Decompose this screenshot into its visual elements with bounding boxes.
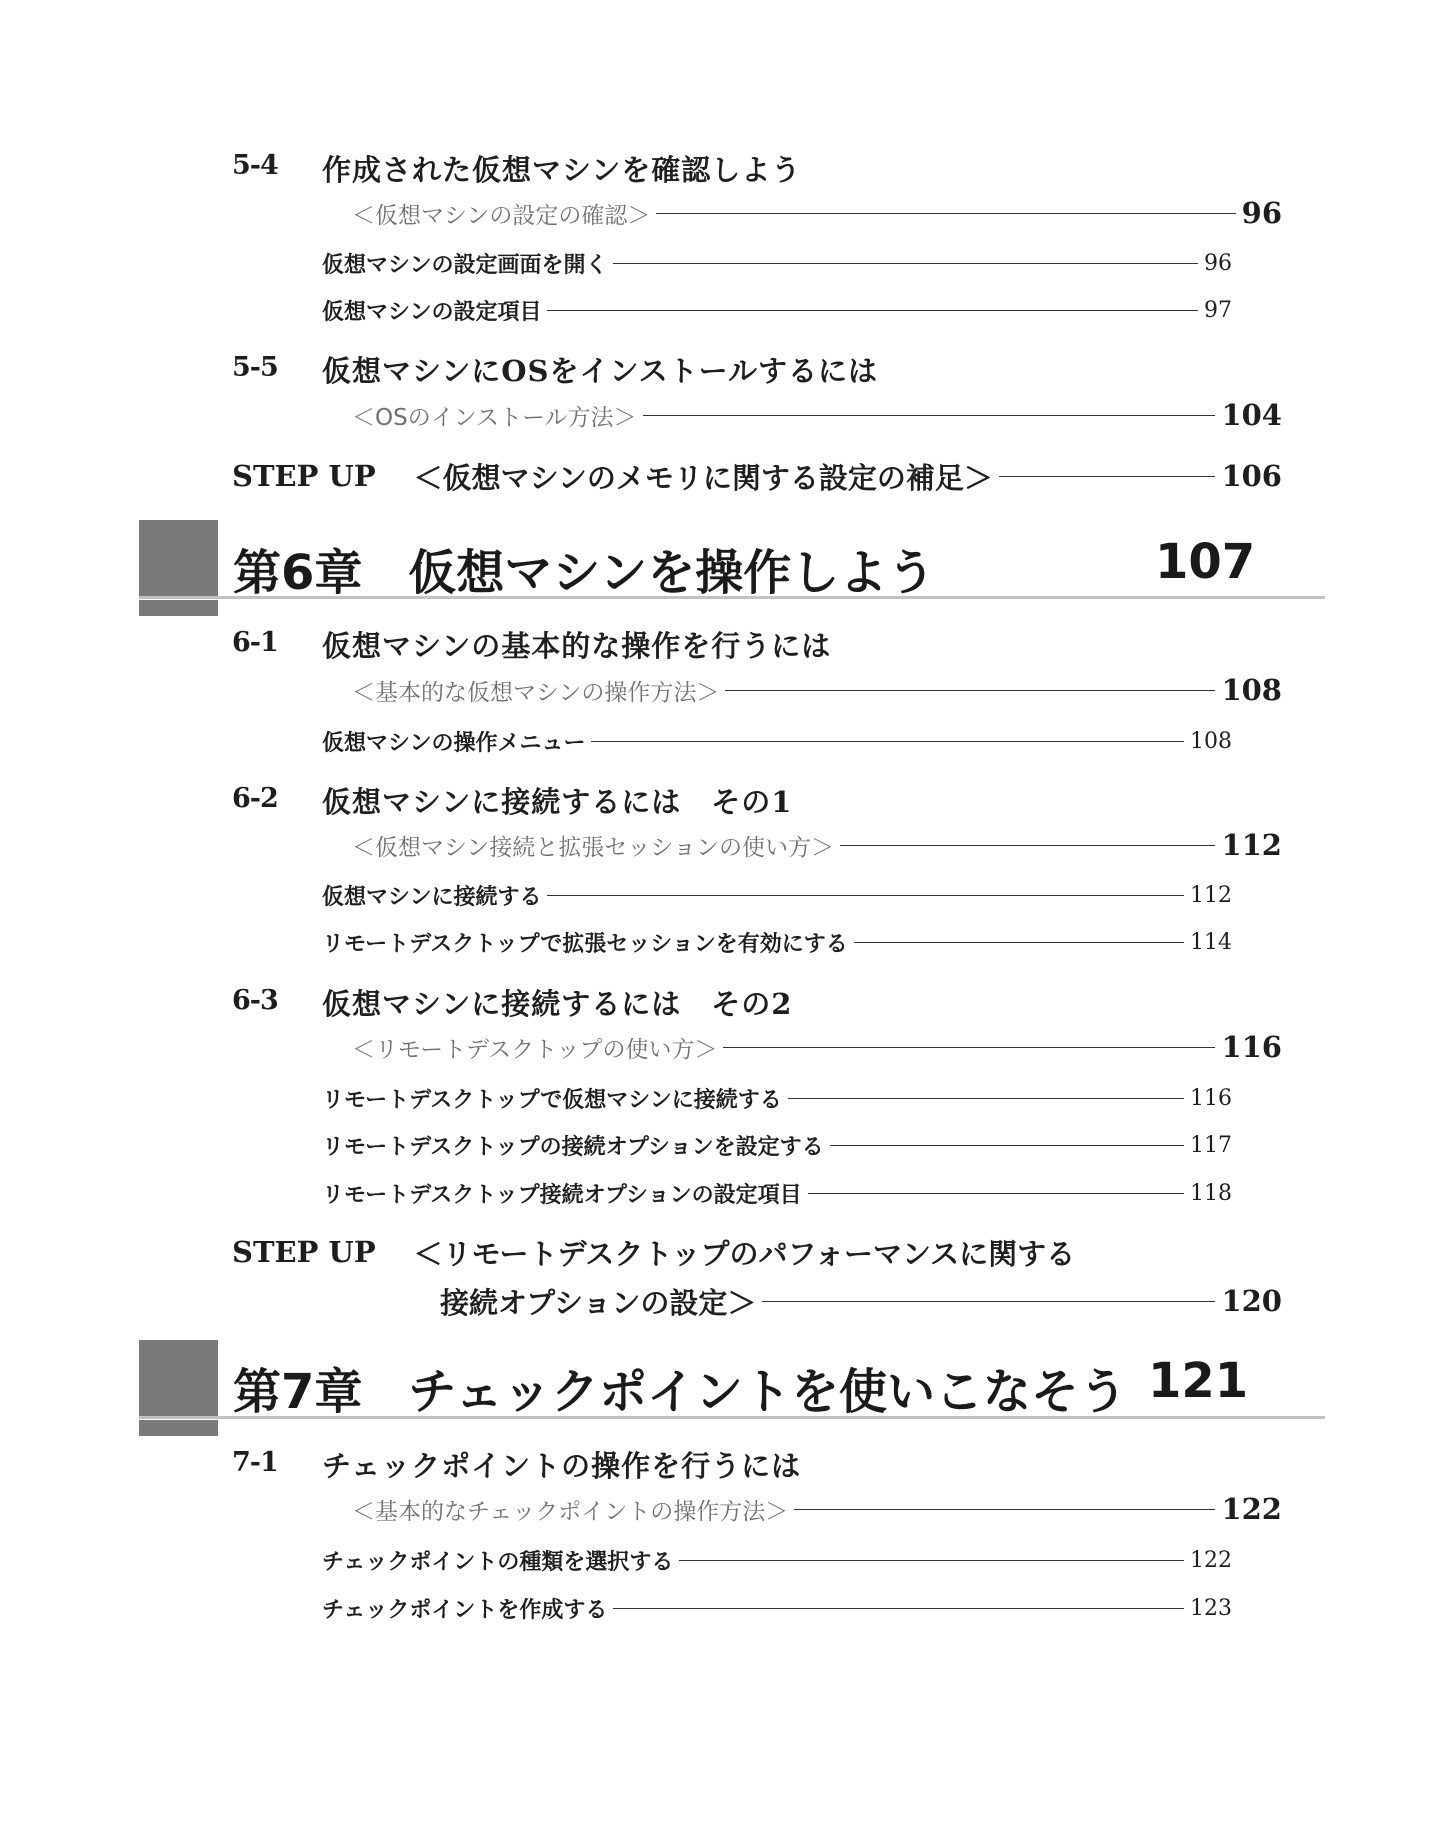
- chapter-name: チェックポイントを使いこなそう: [408, 1364, 1127, 1420]
- chapter-page: 107: [1155, 534, 1256, 590]
- page-number: 120: [1221, 1284, 1282, 1318]
- item-text: リモートデスクトップで仮想マシンに接続する: [322, 1086, 782, 1113]
- leader-line: [808, 1193, 1184, 1194]
- section-number: 7-1: [232, 1447, 278, 1478]
- leader-line: [725, 690, 1215, 691]
- page-number: 122: [1221, 1492, 1282, 1526]
- toc-subentry[interactable]: [352, 196, 1282, 230]
- subentry-text: ＜仮想マシン接続と拡張セッションの使い方＞: [352, 834, 834, 861]
- stepup-label: STEP UP: [232, 459, 376, 493]
- leader-line: [679, 1560, 1184, 1561]
- section-title[interactable]: 仮想マシンの基本的な操作を行うには: [322, 629, 832, 663]
- page-number: 114: [1190, 929, 1232, 955]
- item-text: チェックポイントの種類を選択する: [322, 1548, 674, 1575]
- page-number: 96: [1241, 196, 1282, 230]
- chapter-title[interactable]: [233, 1353, 1127, 1422]
- item-text: 仮想マシンの設定画面を開く: [322, 251, 608, 278]
- leader-line: [643, 415, 1216, 416]
- toc-subentry[interactable]: [352, 398, 1282, 432]
- leader-line: [547, 895, 1184, 896]
- page-number: 104: [1221, 398, 1282, 432]
- chapter-page: 121: [1148, 1353, 1249, 1409]
- chapter-number: 第6章: [233, 545, 363, 601]
- stepup-text-line1: ＜リモートデスクトップのパフォーマンスに関する: [413, 1236, 1076, 1271]
- page-number: 116: [1221, 1030, 1282, 1064]
- section-title[interactable]: 仮想マシンに接続するには その1: [322, 785, 793, 819]
- section-number: 5-5: [232, 352, 278, 383]
- stepup-entry[interactable]: [232, 1232, 1075, 1272]
- leader-line: [854, 942, 1184, 943]
- page-number: 118: [1190, 1180, 1232, 1206]
- page-number: 108: [1221, 673, 1282, 707]
- page-number: 106: [1221, 459, 1282, 493]
- leader-line: [830, 1145, 1184, 1146]
- page-number: 116: [1190, 1085, 1232, 1111]
- item-text: リモートデスクトップで拡張セッションを有効にする: [322, 930, 848, 957]
- section-title[interactable]: 作成された仮想マシンを確認しよう: [322, 153, 802, 187]
- toc-item[interactable]: [322, 880, 1232, 910]
- leader-line: [656, 213, 1235, 214]
- stepup-text-line2: 接続オプションの設定＞: [440, 1285, 757, 1320]
- toc-item[interactable]: [322, 927, 1232, 957]
- section-number: 6-2: [232, 783, 278, 814]
- chapter-name: 仮想マシンを操作しよう: [408, 545, 936, 601]
- leader-line: [591, 741, 1184, 742]
- toc-item[interactable]: [322, 1178, 1232, 1208]
- subentry-text: ＜基本的な仮想マシンの操作方法＞: [352, 679, 720, 706]
- section-title[interactable]: チェックポイントの操作を行うには: [322, 1449, 802, 1483]
- chapter-marker: [139, 1340, 218, 1436]
- item-text: 仮想マシンの操作メニュー: [322, 729, 586, 756]
- section-number: 6-1: [232, 627, 278, 658]
- toc-item[interactable]: [322, 1593, 1232, 1623]
- toc-item[interactable]: [322, 295, 1232, 325]
- subentry-text: ＜リモートデスクトップの使い方＞: [352, 1036, 718, 1063]
- chapter-number: 第7章: [233, 1364, 363, 1420]
- toc-subentry[interactable]: [352, 1492, 1282, 1526]
- leader-line: [723, 1047, 1215, 1048]
- item-text: リモートデスクトップ接続オプションの設定項目: [322, 1181, 802, 1208]
- stepup-text: ＜仮想マシンのメモリに関する設定の補足＞: [413, 460, 993, 495]
- page-number: 112: [1190, 882, 1232, 908]
- page-number: 108: [1190, 728, 1232, 754]
- toc-item[interactable]: [322, 1130, 1232, 1160]
- section-number: 5-4: [232, 150, 278, 181]
- stepup-entry[interactable]: [232, 456, 1282, 496]
- item-text: 仮想マシンに接続する: [322, 883, 542, 910]
- leader-line: [613, 1608, 1184, 1609]
- toc-item[interactable]: [322, 248, 1232, 278]
- stepup-label: STEP UP: [232, 1235, 376, 1269]
- leader-line: [613, 263, 1198, 264]
- page-number: 96: [1204, 250, 1232, 276]
- toc-item[interactable]: [322, 726, 1232, 756]
- item-text: リモートデスクトップの接続オプションを設定する: [322, 1133, 824, 1160]
- chapter-marker: [139, 520, 218, 616]
- toc-item[interactable]: [322, 1545, 1232, 1575]
- toc-subentry[interactable]: [352, 828, 1282, 862]
- page-number: 97: [1204, 297, 1232, 323]
- chapter-title[interactable]: [233, 534, 935, 603]
- page-number: 122: [1190, 1547, 1232, 1573]
- leader-line: [762, 1301, 1215, 1302]
- subentry-text: ＜仮想マシンの設定の確認＞: [352, 202, 651, 229]
- leader-line: [788, 1098, 1184, 1099]
- leader-line: [840, 845, 1215, 846]
- toc-item[interactable]: [322, 1083, 1232, 1113]
- item-text: 仮想マシンの設定項目: [322, 298, 542, 325]
- section-title[interactable]: 仮想マシンに接続するには その2: [322, 987, 793, 1021]
- leader-line: [794, 1509, 1215, 1510]
- toc-subentry[interactable]: [352, 1030, 1282, 1064]
- page-number: 112: [1221, 828, 1282, 862]
- subentry-text: ＜基本的なチェックポイントの操作方法＞: [352, 1498, 789, 1525]
- toc-subentry[interactable]: [352, 673, 1282, 707]
- leader-line: [999, 476, 1216, 477]
- subentry-text: ＜OSのインストール方法＞: [352, 404, 637, 431]
- stepup-entry-continued[interactable]: [440, 1281, 1282, 1321]
- page-number: 123: [1190, 1595, 1232, 1621]
- section-number: 6-3: [232, 985, 278, 1016]
- item-text: チェックポイントを作成する: [322, 1596, 608, 1623]
- page-number: 117: [1190, 1132, 1232, 1158]
- leader-line: [547, 310, 1198, 311]
- section-title[interactable]: 仮想マシンにOSをインストールするには: [322, 354, 879, 388]
